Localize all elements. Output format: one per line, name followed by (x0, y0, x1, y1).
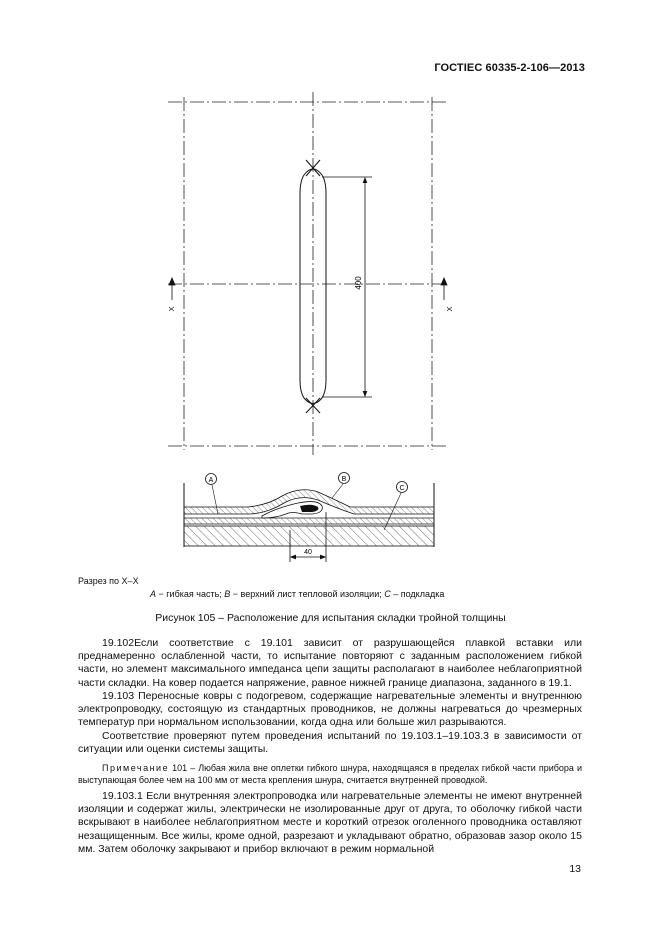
page-number: 13 (569, 863, 581, 875)
note-text: 101 – Любая жила вне оплетки гибкого шнура, находящаяся в пределах гибкой части прибора и выступающая более чем на 100 мм от места крепления шнура, считается внутренней проводкой. (78, 763, 582, 785)
section-mark-right (441, 278, 447, 300)
cross-section (184, 483, 434, 547)
legend-a-key: A (150, 589, 157, 599)
note-label: Примечание (102, 763, 170, 773)
lower-flexible-layer (184, 518, 434, 524)
callout-a: A (208, 477, 214, 484)
paragraph-19-103-1: 19.103.1 Если внутренняя электропроводка или нагревательные элементы не имеют внутренней изоляции и содержат жилы, электрически не изолированные друг от друга, то оболочку гибкой части вскрывают в наиболее неблагоприятном месте и короткий отрезок оголенного проводника оставляют незащищенным. Все жилы, кроме одной, разрезают и укладывают обратно, образовав зазор около 15 мм. Затем оболочку закрывают и прибор включают в режим нормальной (78, 790, 582, 855)
callout-b: B (341, 476, 347, 483)
underlay-layer (184, 526, 434, 546)
legend-b-key: B (224, 589, 231, 599)
section-mark-left-label: X (167, 306, 176, 312)
paragraph-compliance: Соответствие проверяют путем проведения испытаний по 19.103.1–19.103.3 в зависимости от ситуации или оценки системы защиты. (78, 730, 582, 756)
callout-c: C (399, 485, 405, 492)
dimension-40-label: 40 (304, 549, 312, 556)
section-mark-right-label: X (445, 306, 454, 312)
paragraph-19-103: 19.103 Переносные ковры с подогревом, содержащие нагревательные элементы и внутреннюю электропроводку, состоящую из стандартных проводников, не должны нагреваться до чрезмерных температур при нормальном использовании, когда одна или больше жил разрываются. (78, 690, 582, 729)
figure-title: Рисунок 105 – Расположение для испытания складки тройной толщины (155, 612, 506, 624)
legend-b-text: − верхний лист тепловой изоляции; (230, 589, 385, 599)
legend-c-key: C (384, 589, 391, 599)
figure-legend (150, 589, 444, 599)
paragraph-19-102: 19.102Если соответствие с 19.101 зависит от разрушающейся плавкой вставки или преднамеренно ослабленной части, то испытание повторяют с заданным расположением гибкой части, но элемент максимального импеданса цепи защиты располагают в наиболее неблагоприятной части складки. На ковер подается напряжение, равное нижней границе диапазона, заданного в 19.1. (78, 637, 582, 689)
legend-c-text: – подкладка (390, 589, 445, 599)
section-label: Разрез по X–X (78, 576, 139, 586)
standard-designation: ГОСТIEC 60335-2-106—2013 (434, 62, 585, 74)
dimension-400 (322, 177, 372, 397)
dimension-400-label: 400 (354, 276, 363, 290)
note-101 (78, 762, 582, 786)
section-mark-left (169, 278, 175, 300)
legend-a-text: − гибкая часть; (156, 589, 225, 599)
